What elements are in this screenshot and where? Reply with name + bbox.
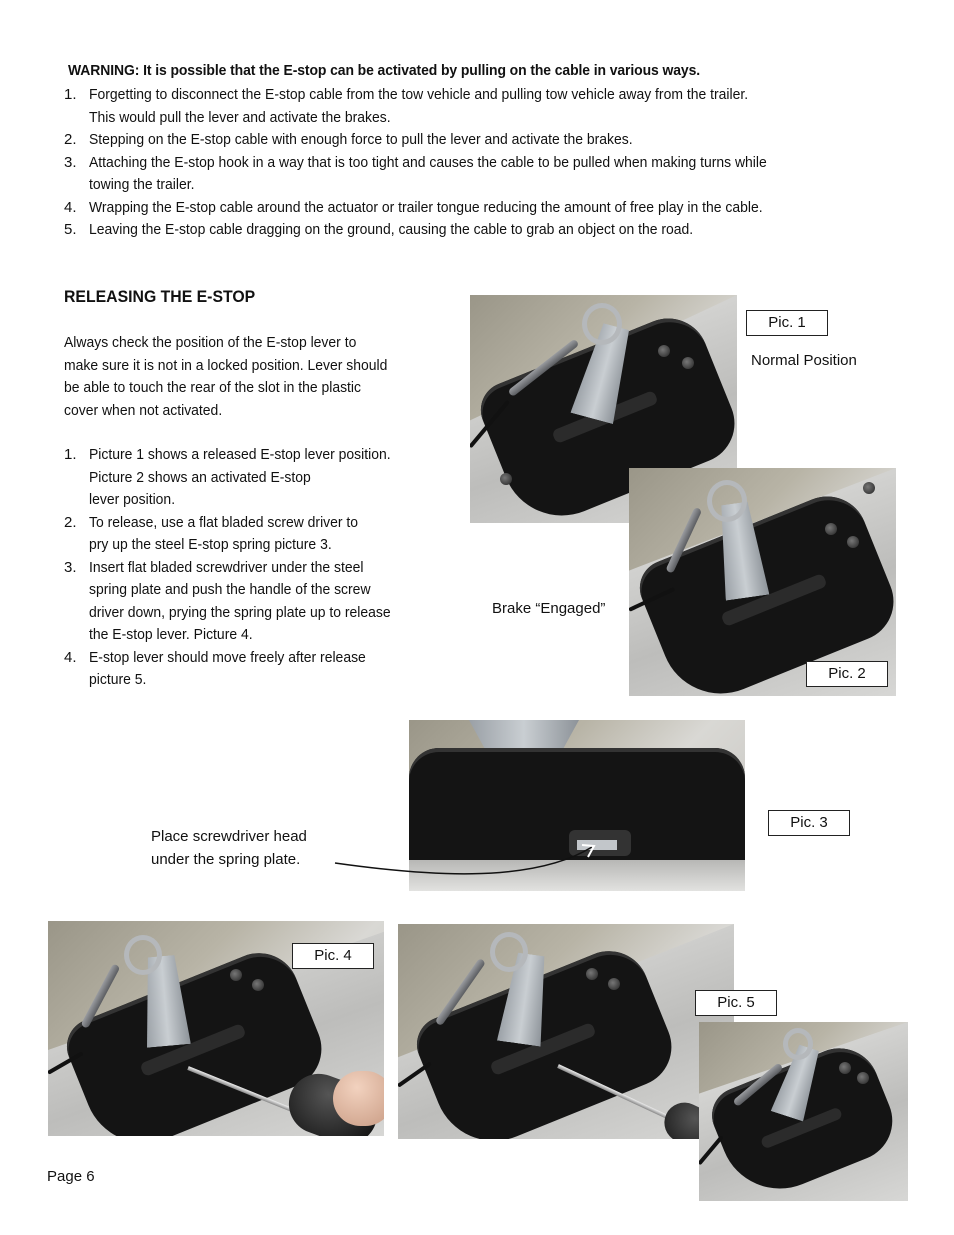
- pic3-label: Pic. 3: [768, 810, 850, 836]
- list-item: 1. Picture 1 shows a released E-stop lever position. Picture 2 shows an activated E-stop lever position.: [64, 446, 391, 508]
- list-item: 4. Wrapping the E-stop cable around the actuator or trailer tongue reducing the amount of free play in the cable.: [64, 198, 763, 216]
- pointer-arrow: [330, 835, 600, 885]
- pic1-label: Pic. 1: [746, 310, 828, 336]
- photo-pic5-b: [699, 1022, 908, 1201]
- list-item: 3. Insert flat bladed screwdriver under the steel spring plate and push the handle of the screw driver down, prying the spring plate up to release the E-stop lever. Picture 4.: [64, 558, 391, 643]
- steps-list: [64, 444, 464, 692]
- list-item: 1. Forgetting to disconnect the E-stop cable from the tow vehicle and pulling tow vehicle away from the trailer. This would pull the lever and activate the brakes.: [64, 86, 749, 126]
- list-item: 4. E-stop lever should move freely after release picture 5.: [64, 648, 366, 688]
- pic3-caption: Place screwdriver head under the spring plate.: [151, 828, 307, 868]
- page-number: Page 6: [47, 1168, 95, 1185]
- pic4-label: Pic. 4: [292, 943, 374, 969]
- warning-title: WARNING: It is possible that the E-stop can be activated by pulling on the cable in various ways.: [68, 62, 701, 79]
- pic2-label: Pic. 2: [806, 661, 888, 687]
- photo-pic5-a: [398, 924, 734, 1139]
- list-item: 2. To release, use a flat bladed screw driver to pry up the steel E-stop spring picture 3.: [64, 513, 359, 553]
- pic5-label: Pic. 5: [695, 990, 777, 1016]
- list-item: 3. Attaching the E-stop hook in a way that is too tight and causes the cable to be pulled when making turns while towing the trailer.: [64, 153, 767, 193]
- pic1-caption: Normal Position: [751, 352, 857, 369]
- pic2-caption: Brake “Engaged”: [492, 600, 606, 617]
- warning-list: [64, 84, 904, 242]
- intro-paragraph: Always check the position of the E-stop lever to make sure it is not in a locked position. Lever should be able to touch the rear of the slot in the plastic cover when not activated.: [64, 334, 388, 419]
- section-title: RELEASING THE E-STOP: [64, 287, 256, 306]
- list-item: 2. Stepping on the E-stop cable with enough force to pull the lever and activate the brakes.: [64, 131, 633, 148]
- list-item: 5. Leaving the E-stop cable dragging on the ground, causing the cable to grab an object on the road.: [64, 221, 694, 238]
